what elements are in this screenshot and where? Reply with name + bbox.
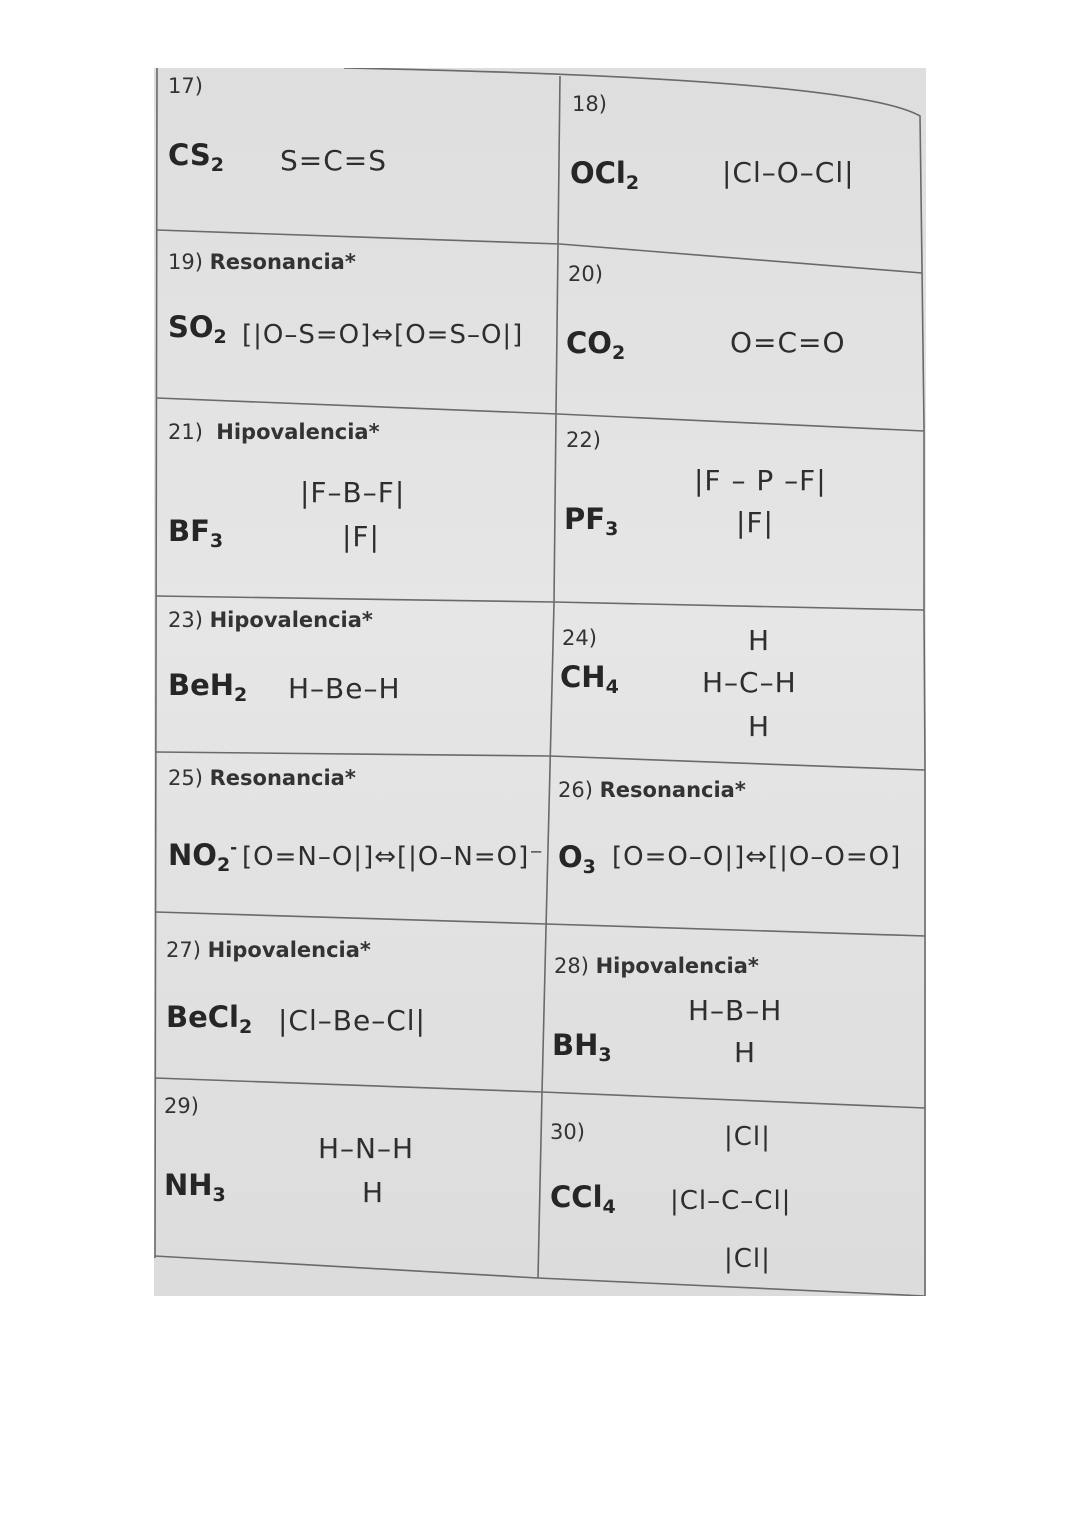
lewis-structure-bottom: H	[734, 1036, 757, 1069]
item-number: 20)	[568, 262, 603, 286]
item-number: 17)	[168, 74, 203, 98]
lewis-structure: H–Be–H	[288, 672, 401, 705]
item-number: 18)	[572, 92, 607, 116]
lewis-structure-bottom: H	[362, 1176, 385, 1209]
molecular-formula: CCl$_4$	[550, 1180, 616, 1218]
lewis-structure-top: H–N–H	[318, 1132, 415, 1165]
molecular-formula: $SO_2$	[168, 310, 227, 348]
item-number: 27) Hipovalencia*	[166, 938, 371, 962]
molecular-formula: $CS_2$	[168, 138, 224, 176]
lewis-structure-top: H–B–H	[688, 994, 783, 1027]
molecular-formula: $CO_2$	[566, 326, 626, 364]
item-number: 23) Hipovalencia*	[168, 608, 373, 632]
molecular-formula: OCl$_2$	[570, 156, 640, 194]
lewis-structure: S=C=S	[280, 144, 388, 177]
item-number: 30)	[550, 1120, 585, 1144]
item-number: 26) Resonancia*	[558, 778, 746, 802]
lewis-structure: [|O–S=O]⇔[O=S–O|]	[242, 320, 524, 350]
lewis-structure-top: |Cl|	[724, 1122, 771, 1152]
molecular-formula: $PF_3$	[564, 502, 619, 540]
lewis-structure: |Cl–O–Cl|	[722, 156, 855, 189]
item-number: 24)	[562, 626, 597, 650]
molecular-formula: $NH_3$	[164, 1168, 226, 1206]
lewis-structure: [O=N–O|]⇔[|O–N=O]⁻	[242, 842, 544, 872]
lewis-structure: [O=O–O|]⇔[|O–O=O]	[612, 842, 902, 872]
item-number: 29)	[164, 1094, 199, 1118]
item-number: 28) Hipovalencia*	[554, 954, 759, 978]
lewis-structure-top: |F–B–F|	[300, 476, 406, 509]
lewis-structure-bottom: H	[748, 710, 771, 743]
molecular-formula: BeH$_2$	[168, 668, 248, 706]
lewis-structure-top: H	[748, 624, 771, 657]
molecular-formula: BeCl$_2$	[166, 1000, 253, 1038]
lewis-structure-bottom: |Cl|	[724, 1244, 771, 1274]
worksheet-photo	[154, 68, 926, 1296]
item-number: 21) Hipovalencia*	[168, 420, 380, 444]
lewis-structure-top: |F – P –F|	[694, 464, 827, 497]
lewis-structure-bottom: |F|	[736, 506, 774, 539]
item-number: 22)	[566, 428, 601, 452]
molecular-formula: $BH_3$	[552, 1028, 612, 1066]
item-number: 19) Resonancia*	[168, 250, 356, 274]
item-number: 25) Resonancia*	[168, 766, 356, 790]
lewis-structure: |Cl–Be–Cl|	[278, 1004, 426, 1037]
molecular-formula: $NO_2^-$	[168, 838, 238, 876]
lewis-structure-mid: |Cl–C–Cl|	[670, 1186, 792, 1216]
molecular-formula: $CH_4$	[560, 660, 619, 698]
lewis-structure-mid: H–C–H	[702, 666, 797, 699]
molecular-formula: $O_3$	[558, 840, 596, 878]
lewis-structure-bottom: |F|	[342, 520, 380, 553]
lewis-structure: O=C=O	[730, 326, 846, 359]
molecular-formula: $BF_3$	[168, 514, 224, 552]
